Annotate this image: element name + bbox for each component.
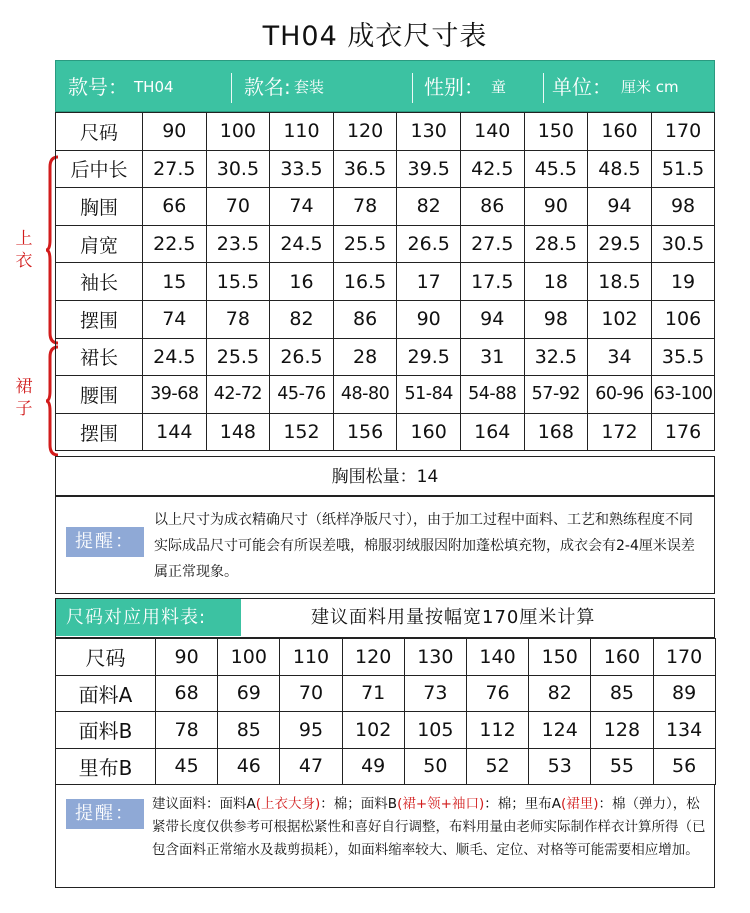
table-cell: 70	[206, 188, 270, 226]
table-cell: 124	[529, 712, 591, 749]
table-cell: 31	[460, 338, 524, 376]
fabric-remark-box	[55, 784, 715, 888]
table-cell: 106	[651, 300, 715, 338]
table-cell: 35.5	[651, 338, 715, 376]
table-cell: 98	[524, 300, 588, 338]
size-header-cell: 160	[588, 113, 652, 151]
size-header-cell: 130	[397, 113, 461, 151]
table-cell: 45	[156, 748, 218, 785]
fabric-remark-text	[152, 793, 712, 862]
table-cell: 128	[591, 712, 653, 749]
table-cell: 102	[588, 300, 652, 338]
table-cell: 26.5	[397, 225, 461, 263]
unit-label: 单位：	[552, 75, 612, 99]
row-label: 袖长	[56, 263, 143, 301]
table-cell: 48-80	[333, 376, 397, 414]
table-cell: 29.5	[397, 338, 461, 376]
size-header-cell: 110	[270, 113, 334, 151]
gender-value: 童	[491, 78, 507, 96]
row-label: 摆围	[56, 300, 143, 338]
table-cell: 66	[143, 188, 207, 226]
table-cell: 60-96	[588, 376, 652, 414]
skirt-side-label	[14, 376, 34, 420]
table-cell: 46	[218, 748, 280, 785]
remark-segment: ：棉；面料B	[320, 796, 398, 812]
size-header-cell: 170	[651, 113, 715, 151]
table-cell: 56	[653, 748, 715, 785]
row-label: 面料B	[56, 712, 156, 749]
table-cell: 22.5	[143, 225, 207, 263]
fabric-table	[55, 638, 716, 785]
size-header-cell: 100	[218, 639, 280, 676]
header-divider	[543, 73, 544, 103]
size-header-cell: 90	[156, 639, 218, 676]
table-cell: 16	[270, 263, 334, 301]
table-cell: 51-84	[397, 376, 461, 414]
size-header-cell: 170	[653, 639, 715, 676]
table-cell: 51.5	[651, 150, 715, 188]
table-cell: 30.5	[651, 225, 715, 263]
top-side-char: 上	[15, 229, 33, 249]
table-cell: 27.5	[143, 150, 207, 188]
table-cell: 28	[333, 338, 397, 376]
table-cell: 26.5	[270, 338, 334, 376]
table-cell: 17.5	[460, 263, 524, 301]
size-header-cell: 150	[524, 113, 588, 151]
remark-segment: ：棉（弹力），松紧带长度仅供参考可根据松紧性和喜好自行调整，布料用量由老师实际制作样衣计算所得（已包含面料正常缩水及裁剪损耗），如面料缩率较大、顺毛、定位、对格等可能需要相应增加。	[152, 796, 706, 858]
gender-label: 性别：	[424, 75, 484, 99]
table-cell: 54-88	[460, 376, 524, 414]
table-cell: 24.5	[270, 225, 334, 263]
row-label: 后中长	[56, 150, 143, 188]
table-cell: 16.5	[333, 263, 397, 301]
table-cell: 156	[333, 413, 397, 451]
size-header-label: 尺码	[56, 113, 143, 151]
table-cell: 45.5	[524, 150, 588, 188]
table-cell: 48.5	[588, 150, 652, 188]
table-cell: 50	[404, 748, 466, 785]
table-row	[56, 748, 716, 785]
table-row	[56, 712, 716, 749]
table-row	[56, 150, 715, 188]
header-bar	[55, 60, 715, 112]
skirt-side-char: 裙	[15, 377, 33, 397]
remark-text: 以上尺寸为成衣精确尺寸（纸样净版尺寸），由于加工过程中面料、工艺和熟练程度不同实际成品尺寸可能会有所误差哦，棉服羽绒服因附加蓬松填充物，成衣会有2-4厘米误差属正常现象。	[154, 512, 695, 580]
table-cell: 134	[653, 712, 715, 749]
table-cell: 85	[218, 712, 280, 749]
skirt-side-char: 子	[15, 399, 33, 419]
table-cell: 144	[143, 413, 207, 451]
table-cell: 95	[280, 712, 342, 749]
size-header-cell: 120	[342, 639, 404, 676]
table-cell: 15.5	[206, 263, 270, 301]
row-label: 腰围	[56, 376, 143, 414]
table-cell: 28.5	[524, 225, 588, 263]
table-row	[56, 263, 715, 301]
header-divider	[412, 73, 413, 103]
fabric-title: 尺码对应用料表:	[56, 599, 241, 636]
table-cell: 53	[529, 748, 591, 785]
fabric-header	[55, 598, 715, 638]
table-cell: 112	[466, 712, 528, 749]
chest-ease: 胸围松量：14	[55, 456, 715, 496]
table-cell: 89	[653, 675, 715, 712]
row-label: 肩宽	[56, 225, 143, 263]
table-cell: 29.5	[588, 225, 652, 263]
table-cell: 15	[143, 263, 207, 301]
table-row	[56, 413, 715, 451]
table-cell: 39.5	[397, 150, 461, 188]
size-header-cell: 140	[466, 639, 528, 676]
remark-highlight: (上衣大身)	[255, 796, 321, 812]
size-header-cell: 120	[333, 113, 397, 151]
table-cell: 52	[466, 748, 528, 785]
top-side-char: 衣	[15, 251, 33, 271]
table-cell: 42-72	[206, 376, 270, 414]
table-row	[56, 300, 715, 338]
size-header-cell: 130	[404, 639, 466, 676]
table-cell: 86	[460, 188, 524, 226]
table-cell: 25.5	[206, 338, 270, 376]
fabric-note: 建议面料用量按幅宽170厘米计算	[311, 607, 596, 628]
style-name-label: 款名:	[244, 75, 291, 99]
style-no-label: 款号：	[68, 75, 128, 99]
table-cell: 78	[156, 712, 218, 749]
size-header-cell: 90	[143, 113, 207, 151]
table-cell: 47	[280, 748, 342, 785]
row-label: 面料A	[56, 675, 156, 712]
table-cell: 152	[270, 413, 334, 451]
table-cell: 33.5	[270, 150, 334, 188]
table-row	[56, 338, 715, 376]
table-row	[56, 188, 715, 226]
table-cell: 148	[206, 413, 270, 451]
table-cell: 168	[524, 413, 588, 451]
table-header-row	[56, 113, 715, 151]
size-header-cell: 160	[591, 639, 653, 676]
table-cell: 78	[206, 300, 270, 338]
table-cell: 45-76	[270, 376, 334, 414]
page-title: TH04 成衣尺寸表	[262, 21, 488, 52]
table-cell: 34	[588, 338, 652, 376]
table-cell: 85	[591, 675, 653, 712]
table-cell: 94	[460, 300, 524, 338]
table-cell: 94	[588, 188, 652, 226]
table-cell: 176	[651, 413, 715, 451]
table-cell: 74	[143, 300, 207, 338]
table-cell: 105	[404, 712, 466, 749]
remark-segment: 建议面料：面料A	[152, 796, 256, 812]
table-cell: 17	[397, 263, 461, 301]
table-cell: 36.5	[333, 150, 397, 188]
table-cell: 90	[524, 188, 588, 226]
table-row	[56, 225, 715, 263]
row-label: 胸围	[56, 188, 143, 226]
table-row	[56, 675, 716, 712]
table-cell: 69	[218, 675, 280, 712]
table-cell: 90	[397, 300, 461, 338]
size-table	[55, 112, 715, 451]
table-cell: 76	[466, 675, 528, 712]
table-cell: 86	[333, 300, 397, 338]
remark-tag: 提醒：	[66, 799, 144, 829]
table-cell: 172	[588, 413, 652, 451]
table-header-row	[56, 639, 716, 676]
table-row	[56, 376, 715, 414]
table-cell: 63-100	[651, 376, 715, 414]
table-cell: 32.5	[524, 338, 588, 376]
header-divider	[231, 73, 232, 103]
table-cell: 27.5	[460, 225, 524, 263]
table-cell: 73	[404, 675, 466, 712]
table-cell: 39-68	[143, 376, 207, 414]
unit-value: 厘米 cm	[621, 78, 679, 96]
style-name-value: 套装	[294, 78, 325, 96]
table-cell: 78	[333, 188, 397, 226]
remark-highlight: (裙里)	[560, 796, 599, 812]
remark-segment: ：棉；里布A	[484, 796, 561, 812]
size-header-cell: 110	[280, 639, 342, 676]
table-cell: 30.5	[206, 150, 270, 188]
style-no-value: TH04	[134, 78, 174, 96]
table-cell: 55	[591, 748, 653, 785]
table-cell: 42.5	[460, 150, 524, 188]
remark-highlight: (裙+领+袖口)	[397, 796, 485, 812]
size-header-label: 尺码	[56, 639, 156, 676]
table-cell: 71	[342, 675, 404, 712]
table-cell: 160	[397, 413, 461, 451]
table-cell: 19	[651, 263, 715, 301]
table-cell: 82	[270, 300, 334, 338]
row-label: 里布B	[56, 748, 156, 785]
table-cell: 18.5	[588, 263, 652, 301]
table-cell: 164	[460, 413, 524, 451]
table-cell: 74	[270, 188, 334, 226]
table-cell: 68	[156, 675, 218, 712]
remark-tag: 提醒：	[66, 527, 144, 557]
table-cell: 82	[529, 675, 591, 712]
size-header-cell: 140	[460, 113, 524, 151]
table-cell: 57-92	[524, 376, 588, 414]
table-cell: 24.5	[143, 338, 207, 376]
table-cell: 98	[651, 188, 715, 226]
table-cell: 23.5	[206, 225, 270, 263]
remark-box	[55, 496, 715, 594]
table-cell: 25.5	[333, 225, 397, 263]
top-side-label	[14, 228, 34, 272]
table-cell: 49	[342, 748, 404, 785]
size-header-cell: 100	[206, 113, 270, 151]
table-cell: 70	[280, 675, 342, 712]
table-cell: 82	[397, 188, 461, 226]
row-label: 摆围	[56, 413, 143, 451]
table-cell: 18	[524, 263, 588, 301]
row-label: 裙长	[56, 338, 143, 376]
size-header-cell: 150	[529, 639, 591, 676]
table-cell: 102	[342, 712, 404, 749]
